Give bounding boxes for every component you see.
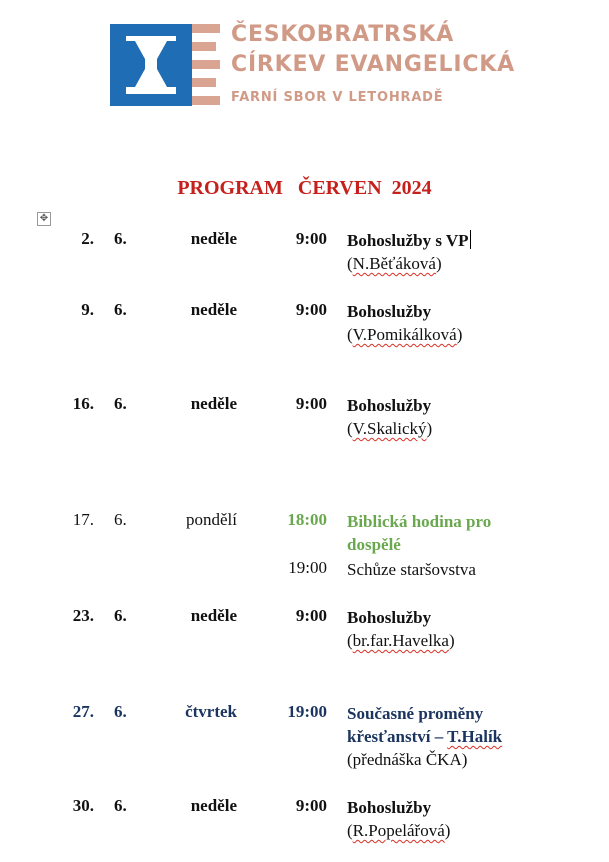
event-weekday: neděle [190,300,237,319]
event-weekday: pondělí [186,510,237,529]
event-title: Bohoslužby [347,396,432,415]
event-description [347,300,462,346]
logo-stripe [192,42,216,51]
event-time: 18:00 [287,510,327,529]
event-note: (br.far.Havelka) [347,631,455,650]
parish-name: FARNÍ SBOR V LETOHRADĚ [231,90,444,105]
event-title-line1: Biblická hodina pro [347,512,492,531]
event-month: 6. [114,702,127,721]
event-day: 27. [72,702,94,721]
church-logo [110,24,550,110]
event-note: (přednáška ČKA) [347,750,468,769]
logo-stripe [192,78,216,87]
event-time: 9:00 [295,229,327,248]
event-note: (V.Pomikálková) [347,325,463,344]
event-weekday: neděle [190,394,237,413]
event-description [347,606,455,652]
event-month: 6. [114,300,127,319]
event-note: (V.Skalický) [347,419,433,438]
event-weekday: neděle [190,229,237,248]
event-description [347,510,491,556]
logo-stripe [192,24,220,33]
event-day: 9. [81,300,94,319]
event-title-line1: Současné proměny [347,704,484,723]
event-title-secondary: Schůze staršovstva [347,560,476,579]
event-month: 6. [114,510,127,529]
event-description [347,796,450,842]
event-title: Bohoslužby [347,608,432,627]
event-weekday: neděle [190,796,237,815]
event-title: Bohoslužby s VP [347,231,469,250]
event-time: 9:00 [295,796,327,815]
event-weekday: čtvrtek [185,702,237,721]
event-description [347,229,471,275]
event-time-secondary: 19:00 [288,558,327,577]
event-month: 6. [114,394,127,413]
event-time: 19:00 [287,702,327,721]
event-month: 6. [114,606,127,625]
event-title: Bohoslužby [347,798,432,817]
event-note: (R.Popelářová) [347,821,451,840]
event-day: 23. [72,606,94,625]
event-time: 9:00 [295,394,327,413]
event-time: 9:00 [295,606,327,625]
event-note: (N.Běťáková) [347,254,442,273]
org-name-line1: ČESKOBRATRSKÁ [231,22,455,47]
event-day: 17. [72,510,94,529]
logo-stripe [192,96,220,105]
event-day: 2. [81,229,94,248]
logo-stripe [192,60,220,69]
event-description [347,394,432,440]
text-cursor [470,230,471,249]
event-title-line2: křesťanství – T.Halík [347,727,503,746]
event-month: 6. [114,796,127,815]
event-title: Bohoslužby [347,302,432,321]
event-day: 16. [72,394,94,413]
org-name-line2: CÍRKEV EVANGELICKÁ [231,52,515,77]
event-month: 6. [114,229,127,248]
table-move-handle-icon[interactable]: ✥ [37,212,51,226]
event-description [347,702,502,771]
event-time: 9:00 [295,300,327,319]
event-title-line2: dospělé [347,535,401,554]
chalice-emblem-icon [110,24,192,106]
page-title: PROGRAM ČERVEN 2024 [177,177,432,199]
event-weekday: neděle [190,606,237,625]
event-day: 30. [72,796,94,815]
